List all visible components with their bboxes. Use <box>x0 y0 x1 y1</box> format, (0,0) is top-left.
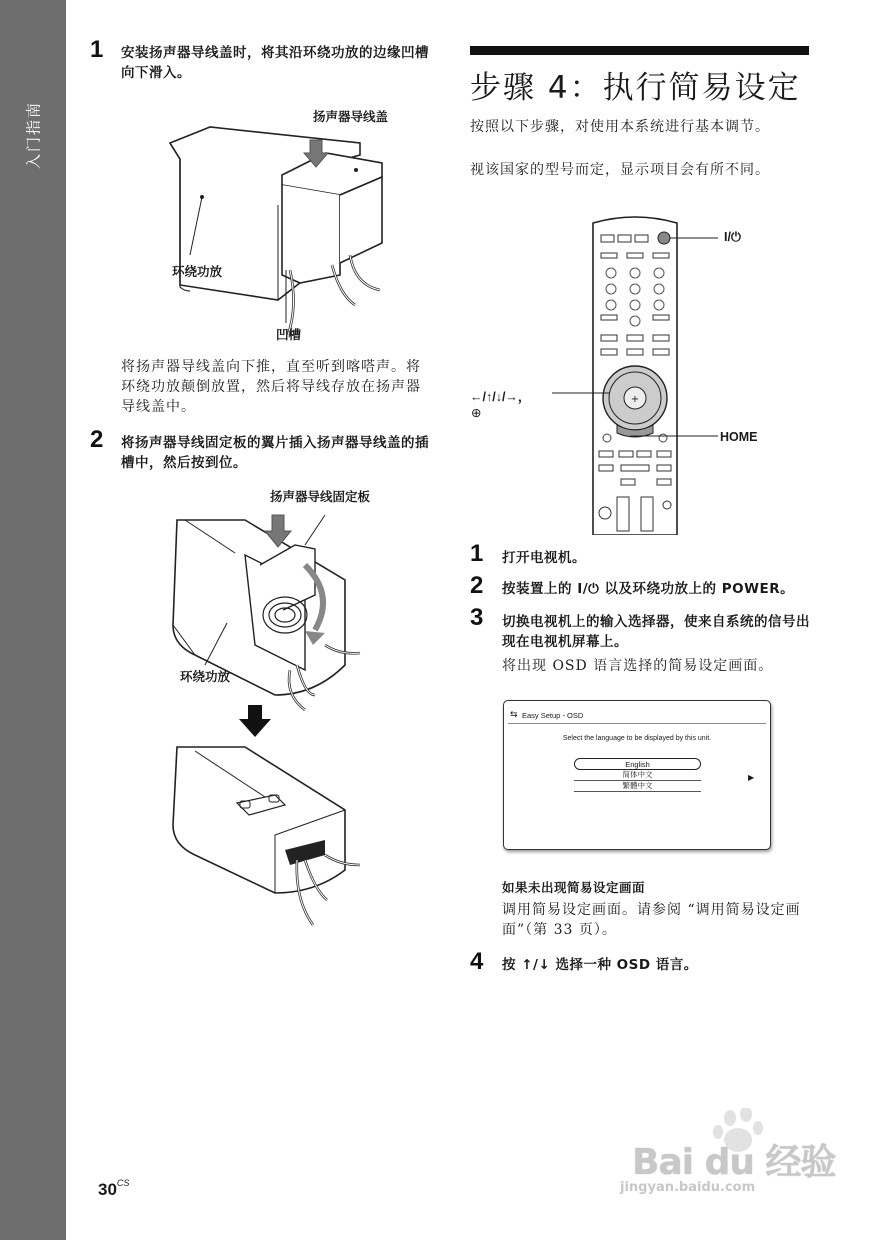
step-r1-number: 1 <box>470 540 484 567</box>
intro-text-1: 按照以下步骤，对使用本系统进行基本调节。 <box>470 119 770 135</box>
label-arrow-buttons: ←/↑/↓/→， <box>470 390 531 404</box>
label-fixing-plate: 扬声器导线固定板 <box>270 489 371 504</box>
step-r2-text: 按装置上的 I/⏻ 以及环绕功放上的 POWER。 <box>502 581 795 597</box>
side-band <box>0 0 66 1240</box>
step-r4-text: 按 ↑/↓ 选择一种 OSD 语言。 <box>502 957 698 973</box>
label-power-button: I/⏻ <box>724 230 741 244</box>
osd-option-traditional-chinese[interactable]: 繁體中文 <box>574 780 701 792</box>
step-r3-text: 切换电视机上的输入选择器，使来自系统的信号出现在电视机屏幕上。 <box>502 614 810 650</box>
label-surround-amp-1: 环绕功放 <box>172 264 223 279</box>
osd-right-arrow-icon: ▶ <box>748 773 755 782</box>
osd-divider <box>508 723 766 724</box>
label-groove: 凹槽 <box>276 327 302 342</box>
step-r1-text: 打开电视机。 <box>502 550 586 566</box>
illustration-fixing-plate <box>165 505 375 935</box>
osd-title: Easy Setup - OSD <box>522 711 584 720</box>
step-r2-number: 2 <box>470 572 484 599</box>
step-2-text: 将扬声器导线固定板的翼片插入扬声器导线盖的插槽中，然后按到位。 <box>121 435 429 471</box>
section-label: 入门指南 <box>24 100 43 170</box>
step-1-followup: 将扬声器导线盖向下推，直至听到喀嗒声。将环绕功放颠倒放置，然后将导线存放在扬声器导线盖中。 <box>121 359 421 415</box>
step-1-number: 1 <box>90 36 104 63</box>
step-r3-number: 3 <box>470 604 484 631</box>
step-r3-subtext: 将出现 OSD 语言选择的简易设定画面。 <box>502 658 774 674</box>
heading-rule <box>470 46 809 55</box>
illustration-cable-cover <box>150 115 410 345</box>
step-2-number: 2 <box>90 426 104 453</box>
setup-icon: ⇆ <box>510 710 518 720</box>
svg-text:+: + <box>630 394 640 405</box>
label-surround-amp-2: 环绕功放 <box>180 669 231 684</box>
remote-callout-lines <box>470 228 750 448</box>
watermark-url: jingyan.baidu.com <box>620 1180 756 1195</box>
watermark-brand: Bai du 经验 <box>632 1142 836 1183</box>
note-heading: 如果未出现简易设定画面 <box>502 880 646 895</box>
note-text: 调用简易设定画面。请参阅 “调用简易设定画面”（第 33 页）。 <box>502 902 801 938</box>
osd-prompt: Select the language to be displayed by this unit. <box>562 735 712 742</box>
label-home-button: HOME <box>720 430 758 444</box>
label-enter-button: ⊕ <box>471 406 482 420</box>
osd-option-simplified-chinese[interactable]: 简体中文 <box>574 769 701 781</box>
label-cable-cover: 扬声器导线盖 <box>313 109 389 124</box>
osd-screen <box>503 700 771 850</box>
page-number: $30^{CS}$ <box>98 1178 130 1199</box>
osd-option-english[interactable]: English <box>574 758 701 770</box>
step-r4-number: 4 <box>470 948 484 975</box>
page-title: 步骤 4：执行简易设定 <box>470 70 801 106</box>
step-1-text: 安装扬声器导线盖时，将其沿环绕功放的边缘凹槽向下滑入。 <box>121 45 429 81</box>
intro-text-2: 视该国家的型号而定，显示项目会有所不同。 <box>470 162 770 178</box>
